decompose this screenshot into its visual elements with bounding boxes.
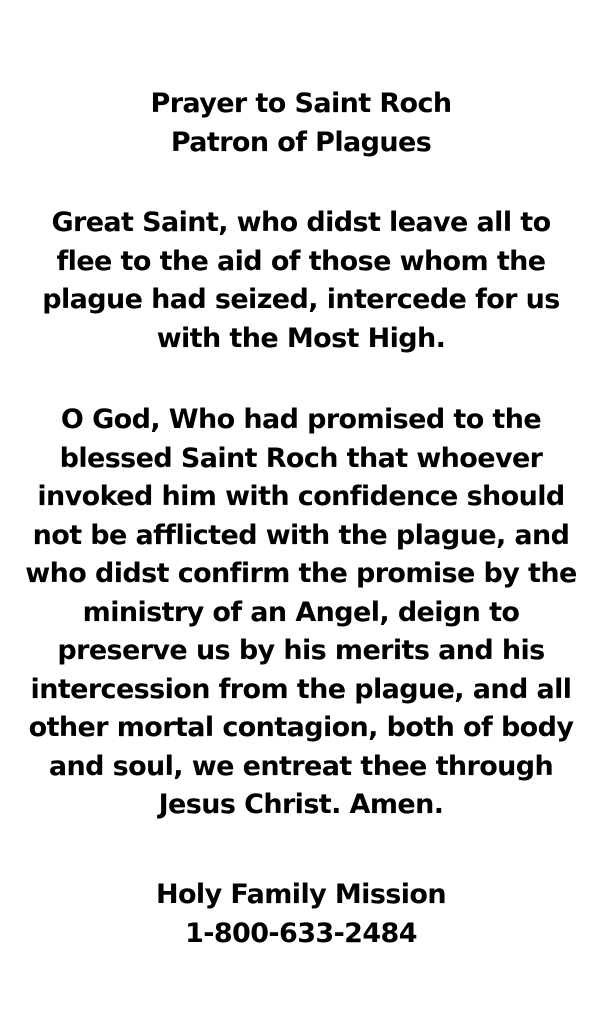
prayer-line: blessed Saint Roch that whoever (59, 442, 543, 474)
prayer-line: who didst confirm the promise by the (25, 558, 577, 589)
prayer-line: O God, Who had promised to the (60, 404, 542, 435)
prayer-line: not be afflicted with the plague, and (32, 519, 570, 551)
footer (20, 876, 582, 953)
prayer-title: Prayer to Saint Roch (150, 88, 452, 119)
phone-number: 1-800-633-2484 (185, 917, 417, 949)
prayer-line: intercession from the plague, and all (30, 673, 572, 705)
prayer-line: ministry of an Angel, deign to (82, 596, 520, 628)
organization-name: Holy Family Mission (155, 879, 447, 910)
prayer-line: other mortal contagion, both of body (28, 712, 574, 743)
title-block (20, 85, 582, 162)
prayer-line: preserve us by his merits and his (57, 635, 545, 666)
prayer-line: Jesus Christ. Amen. (158, 789, 444, 820)
prayer-subtitle: Patron of Plagues (170, 126, 432, 158)
invocation-line: plague had seized, intercede for us (42, 284, 560, 315)
prayer-line: and soul, we entreat thee through (48, 750, 554, 782)
prayer-line: invoked him with confidence should (37, 481, 565, 512)
invocation-line: Great Saint, who didst leave all to (51, 207, 551, 238)
invocation-line: flee to the aid of those whom the (56, 245, 546, 277)
prayer-paragraph (20, 401, 582, 825)
invocation-line: with the Most High. (156, 322, 446, 354)
invocation-paragraph (20, 204, 582, 358)
